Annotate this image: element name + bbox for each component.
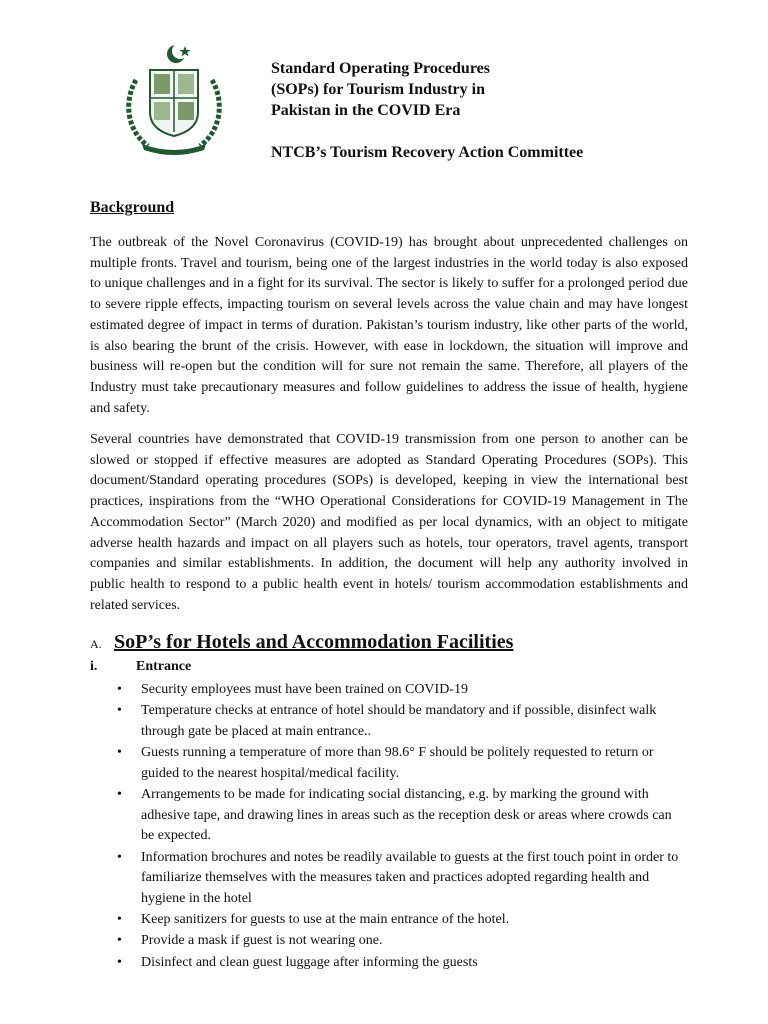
list-item <box>90 743 688 784</box>
subsection-title: Entrance <box>136 659 192 674</box>
list-item-text: Keep sanitizers for guests to use at the main entrance of the hotel. <box>141 912 510 928</box>
list-item-text: Provide a mask if guest is not wearing one. <box>141 933 383 949</box>
list-item-text: Information brochures and notes be readily available to guests at the first touch point in order to familiarize themselves with the measures taken and practices adopted regarding health and hygiene in the hotel <box>141 849 679 907</box>
background-heading: Background <box>90 199 175 216</box>
list-item-text: Security employees must have been trained on COVID-19 <box>141 682 468 697</box>
section-a-heading <box>90 631 513 654</box>
subsection-heading <box>90 659 191 675</box>
document-title-line: Standard Operating Procedures <box>271 60 490 77</box>
document-title-line: Pakistan in the COVID Era <box>271 102 461 119</box>
committee-name: NTCB’s Tourism Recovery Action Committee <box>271 144 584 161</box>
section-title: SoP’s for Hotels and Accommodation Facilities <box>114 631 514 653</box>
bullet-icon: • <box>117 787 122 803</box>
list-item <box>90 953 688 974</box>
list-item <box>90 701 688 742</box>
bullet-icon: • <box>117 954 122 970</box>
state-emblem-icon <box>118 40 230 158</box>
list-item <box>90 680 688 701</box>
bullet-icon: • <box>117 745 122 761</box>
list-item-text: Arrangements to be made for indicating social distancing, e.g. by marking the ground with adhesive tape, and drawing lines in areas such as the reception desk or areas where crowds can be expected. <box>141 787 672 844</box>
list-item <box>90 785 688 847</box>
background-paragraph-2: Several countries have demonstrated that COVID-19 transmission from one person to another can be slowed or stopped if effective measures are adopted as Standard Operating Procedures (SOPs). This document/Standard operating procedures (SOPs) is developed, keeping in view the international best practices, inspirations from the “WHO Operational Considerations for COVID-19 Management in The Accommodation Sector” (March 2020) and modified as per local dynamics, with an object to mitigate adverse health hazards and impact on all players such as hotels, tour operators, travel agents, transport companies and similar establishments. In addition, the document will help any authority involved in public health to respond to a public health event in hotels/ tourism accommodation establishments and related services. <box>90 432 688 613</box>
document-title-line: (SOPs) for Tourism Industry in <box>271 81 485 98</box>
bullet-icon: • <box>117 912 122 928</box>
bullet-icon: • <box>117 933 122 949</box>
subsection-number: i. <box>90 659 98 674</box>
section-letter: A. <box>90 637 102 651</box>
list-item <box>90 910 688 931</box>
list-item-text: Guests running a temperature of more than 98.6° F should be politely requested to return or guided to the nearest hospital/medical facility. <box>141 745 654 781</box>
bullet-icon: • <box>117 849 122 865</box>
bullet-icon: • <box>117 703 122 719</box>
document-header <box>271 58 691 163</box>
list-item <box>90 931 688 952</box>
list-item <box>90 848 688 910</box>
entrance-bullet-list <box>90 680 688 974</box>
list-item-text: Disinfect and clean guest luggage after informing the guests <box>141 954 478 970</box>
bullet-icon: • <box>117 682 122 697</box>
list-item-text: Temperature checks at entrance of hotel should be mandatory and if possible, disinfect walk through gate be placed at main entrance.. <box>141 703 657 739</box>
background-paragraph-1: The outbreak of the Novel Coronavirus (COVID-19) has brought about unprecedented challenges on multiple fronts. Travel and tourism, being one of the largest industries in the world today is also exposed to unique challenges and in a fight for its survival. The sector is likely to suffer for a prolonged period due to severe ripple effects, impacting tourism on several levels across the value chain and may have longest estimated degree of impact in terms of duration. Pakistan’s tourism industry, like other parts of the world, is also bearing the brunt of the crisis. However, with ease in lockdown, the situation will improve and business will re-open but the condition will for sure not remain the same. Therefore, all players of the Industry must take precautionary measures and follow guidelines to address the issue of health, hygiene and safety. <box>90 235 688 416</box>
